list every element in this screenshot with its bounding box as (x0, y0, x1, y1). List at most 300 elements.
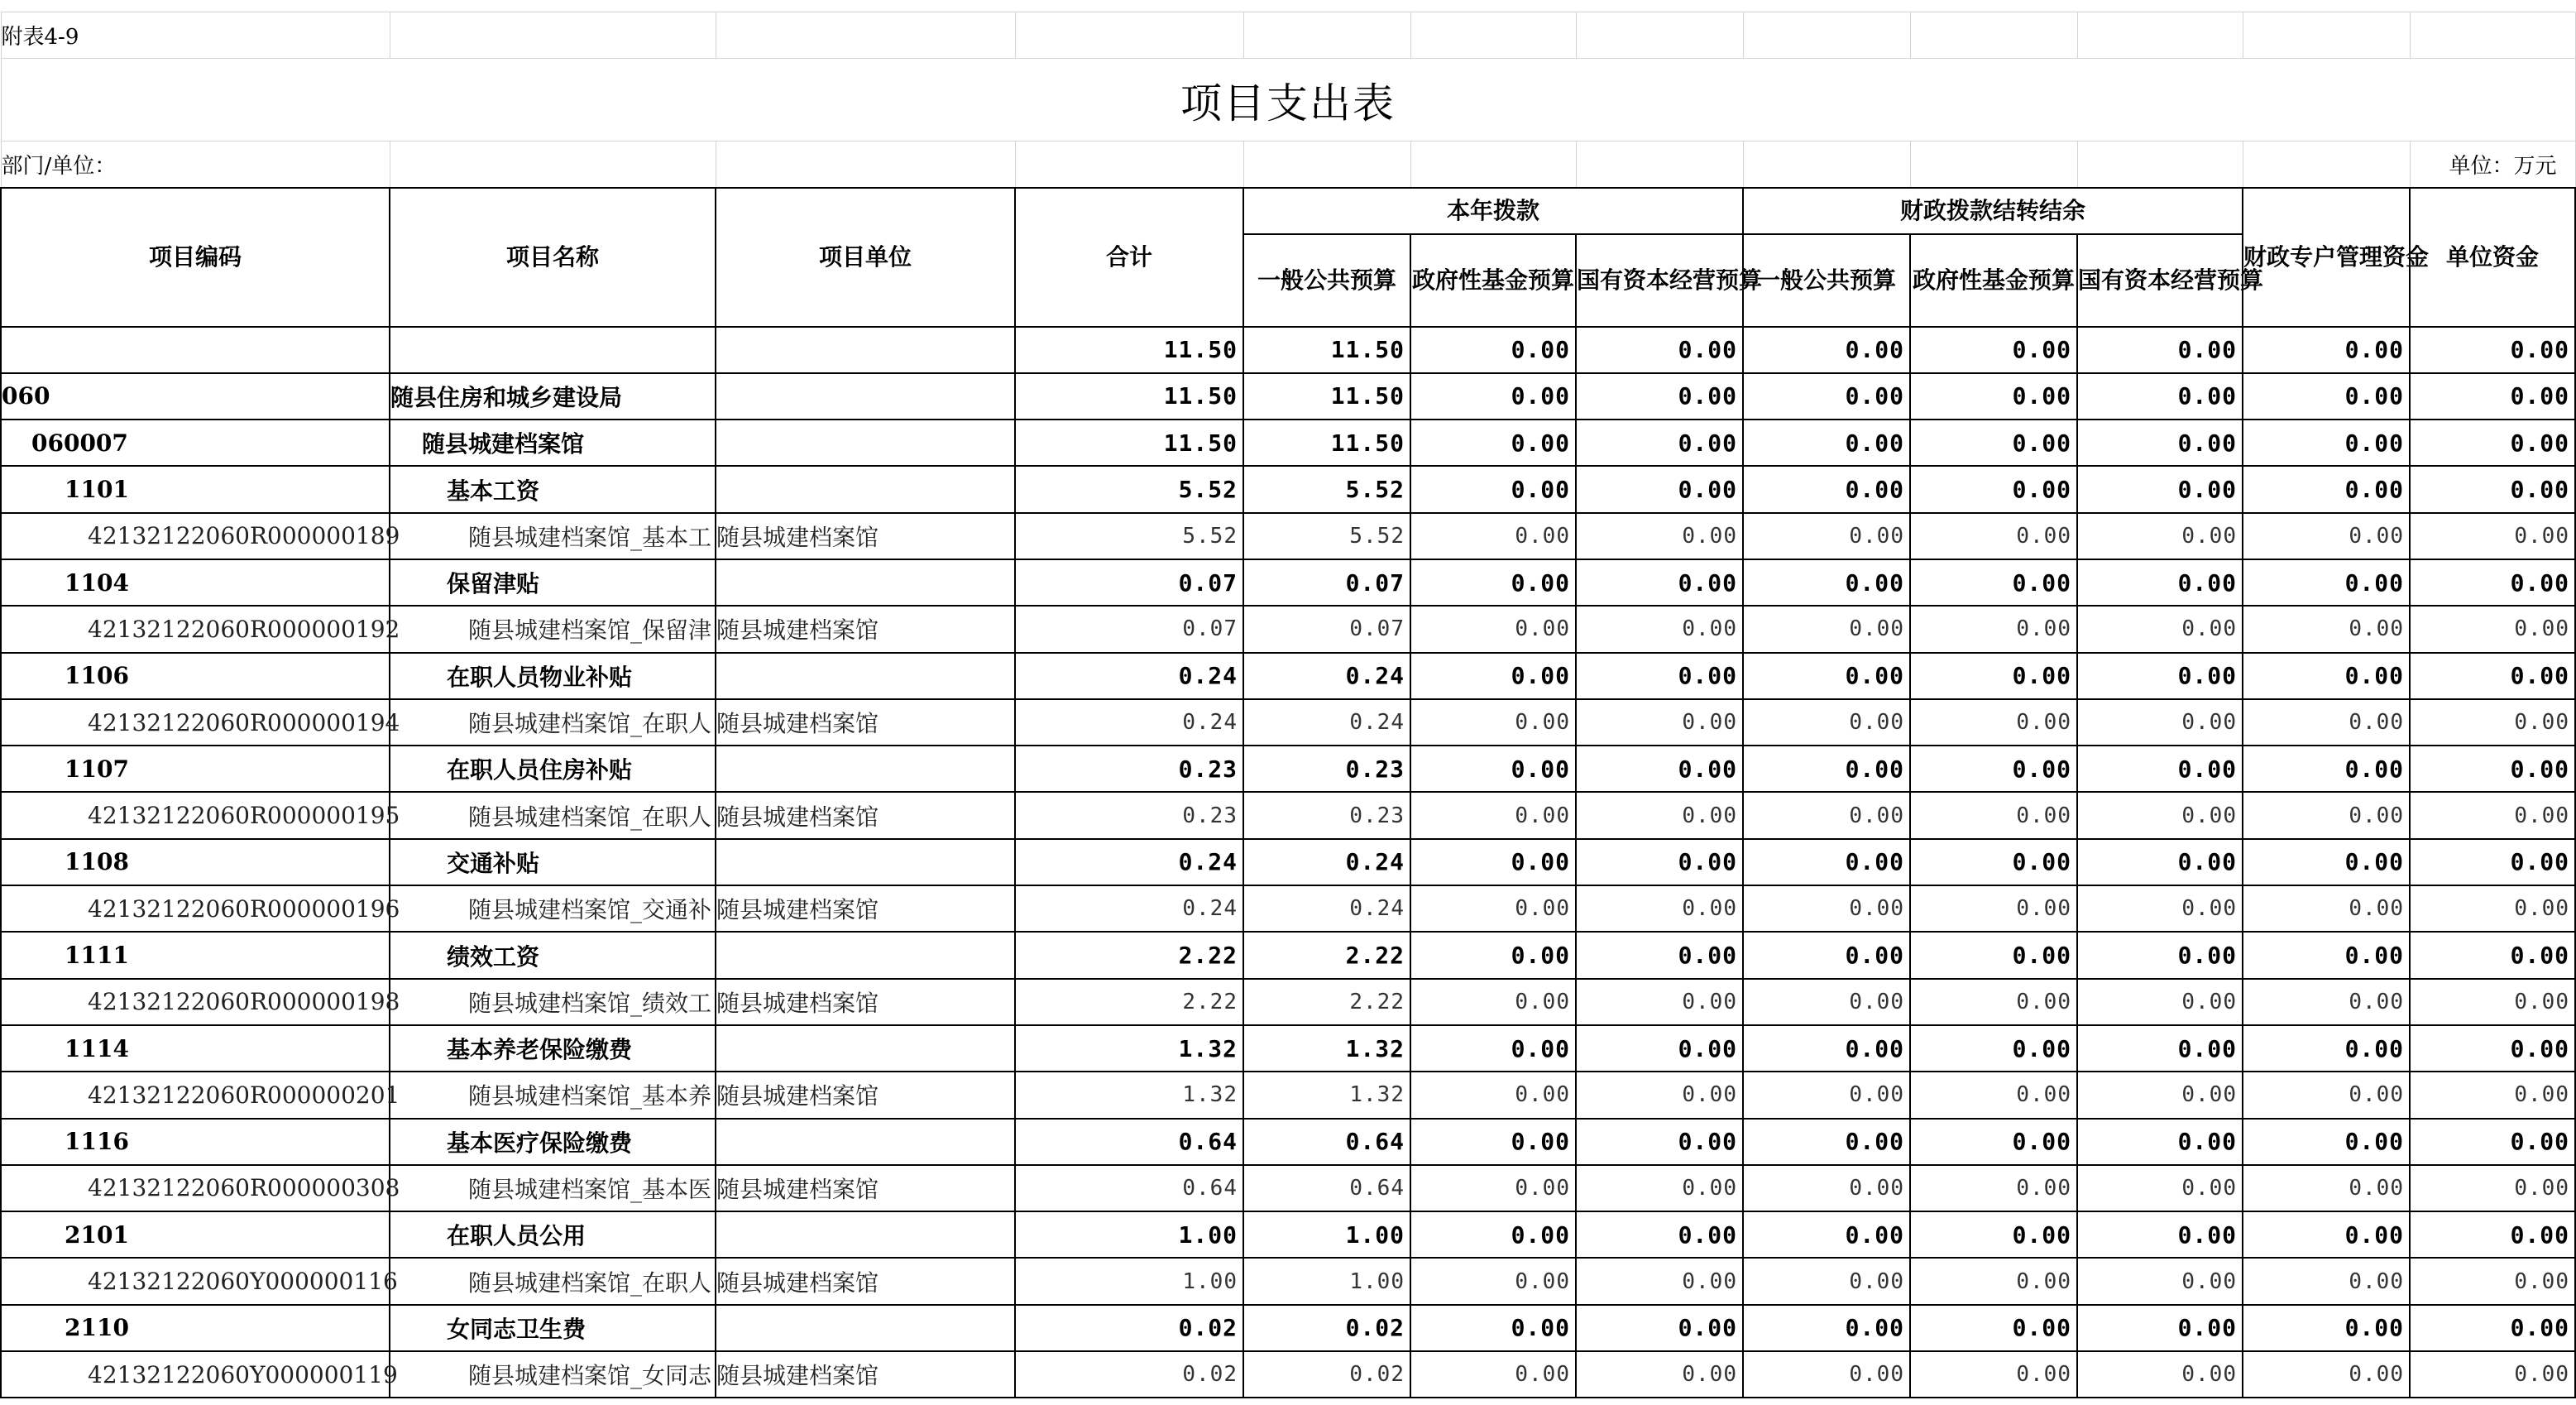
cell-amount[interactable]: 0.00 (2410, 1025, 2575, 1072)
cell-unit[interactable] (716, 559, 1015, 606)
cell-amount[interactable]: 0.00 (2410, 979, 2575, 1025)
cell-amount[interactable]: 0.64 (1243, 1165, 1410, 1211)
cell-total[interactable]: 0.23 (1015, 792, 1243, 838)
cell-amount[interactable]: 0.00 (2243, 792, 2410, 838)
header-carry-state-capital[interactable]: 国有资本经营预算 (2077, 234, 2243, 327)
cell-code[interactable]: 42132122060R000000189 (1, 513, 390, 559)
cell-name[interactable]: 绩效工资 (390, 932, 716, 978)
cell-total[interactable]: 0.02 (1015, 1351, 1243, 1398)
cell-name[interactable]: 随县城建档案馆_保留津 (390, 606, 716, 652)
cell-amount[interactable]: 1.32 (1243, 1072, 1410, 1118)
cell-amount[interactable]: 0.00 (1410, 420, 1576, 466)
cell-amount[interactable]: 0.00 (1910, 1305, 2077, 1351)
cell-amount[interactable]: 0.00 (2243, 1119, 2410, 1165)
cell-name[interactable]: 交通补贴 (390, 839, 716, 885)
cell-unit[interactable] (716, 653, 1015, 699)
cell-amount[interactable]: 0.00 (2243, 466, 2410, 512)
cell-amount[interactable]: 0.00 (1743, 606, 1910, 652)
cell-unit[interactable] (716, 746, 1015, 792)
cell-amount[interactable]: 0.00 (1910, 1072, 2077, 1118)
cell-amount[interactable]: 0.23 (1243, 792, 1410, 838)
cell-amount[interactable]: 0.00 (1743, 1305, 1910, 1351)
cell-amount[interactable]: 0.00 (1576, 1119, 1743, 1165)
cell[interactable] (2410, 12, 2575, 59)
cell-amount[interactable]: 0.00 (1410, 1305, 1576, 1351)
cell-amount[interactable]: 0.00 (2243, 1351, 2410, 1398)
header-special-account[interactable]: 财政专户管理资金 (2243, 188, 2410, 327)
cell-total[interactable]: 11.50 (1015, 373, 1243, 420)
cell-amount[interactable]: 0.00 (1910, 606, 2077, 652)
cell-total[interactable]: 11.50 (1015, 327, 1243, 373)
cell[interactable] (1910, 141, 2077, 188)
cell-name[interactable]: 随县城建档案馆_女同志 (390, 1351, 716, 1398)
cell-amount[interactable]: 0.00 (2410, 1072, 2575, 1118)
cell-amount[interactable]: 0.00 (2410, 420, 2575, 466)
cell-amount[interactable]: 0.00 (1576, 979, 1743, 1025)
cell-amount[interactable]: 0.00 (1743, 932, 1910, 978)
cell-code[interactable]: 060007 (1, 420, 390, 466)
cell-amount[interactable]: 0.00 (2077, 327, 2243, 373)
cell-amount[interactable]: 0.00 (1410, 1351, 1576, 1398)
cell-code[interactable]: 1107 (1, 746, 390, 792)
cell-amount[interactable]: 0.00 (1910, 1165, 2077, 1211)
cell-amount[interactable]: 0.00 (1576, 746, 1743, 792)
cell-unit[interactable]: 随县城建档案馆 (716, 699, 1015, 746)
cell-unit[interactable]: 随县城建档案馆 (716, 513, 1015, 559)
cell[interactable] (1743, 141, 1910, 188)
cell-amount[interactable]: 0.00 (1910, 839, 2077, 885)
cell-amount[interactable]: 0.00 (1410, 932, 1576, 978)
cell-amount[interactable]: 0.00 (1576, 1351, 1743, 1398)
cell-code[interactable]: 1104 (1, 559, 390, 606)
cell-amount[interactable]: 0.00 (2410, 1351, 2575, 1398)
cell-amount[interactable]: 0.00 (2243, 559, 2410, 606)
annex-label[interactable]: 附表4-9 (1, 12, 390, 59)
cell-amount[interactable]: 0.00 (2243, 1211, 2410, 1258)
cell-amount[interactable]: 0.00 (2410, 885, 2575, 932)
cell-code[interactable]: 1116 (1, 1119, 390, 1165)
cell-amount[interactable]: 0.00 (1743, 513, 1910, 559)
cell-unit[interactable] (716, 1119, 1015, 1165)
cell-code[interactable]: 42132122060R000000196 (1, 885, 390, 932)
cell-amount[interactable]: 0.00 (1576, 1211, 1743, 1258)
cell-amount[interactable]: 0.00 (1910, 932, 2077, 978)
cell-amount[interactable]: 0.00 (1410, 699, 1576, 746)
cell-amount[interactable]: 0.00 (1576, 1258, 1743, 1304)
cell-code[interactable]: 42132122060Y000000116 (1, 1258, 390, 1304)
cell-amount[interactable]: 0.00 (1410, 746, 1576, 792)
cell-unit[interactable] (716, 373, 1015, 420)
cell-name[interactable]: 随县城建档案馆_交通补 (390, 885, 716, 932)
cell-total[interactable]: 0.07 (1015, 559, 1243, 606)
cell-amount[interactable]: 0.00 (2410, 373, 2575, 420)
cell[interactable] (1576, 141, 1743, 188)
cell[interactable] (2077, 141, 2243, 188)
cell-name[interactable] (390, 327, 716, 373)
header-general-budget[interactable]: 一般公共预算 (1243, 234, 1410, 327)
cell[interactable] (1410, 141, 1576, 188)
cell-amount[interactable]: 0.00 (2410, 1305, 2575, 1351)
header-unit[interactable]: 项目单位 (716, 188, 1015, 327)
cell-amount[interactable]: 0.00 (2077, 466, 2243, 512)
cell-amount[interactable]: 0.00 (1910, 1351, 2077, 1398)
cell-amount[interactable]: 0.00 (2077, 653, 2243, 699)
cell-amount[interactable]: 0.00 (1576, 327, 1743, 373)
cell[interactable] (1243, 12, 1410, 59)
cell-amount[interactable]: 0.00 (1576, 1305, 1743, 1351)
cell-amount[interactable]: 0.00 (2243, 1305, 2410, 1351)
cell[interactable] (1743, 12, 1910, 59)
cell-amount[interactable]: 0.00 (2077, 979, 2243, 1025)
cell-amount[interactable]: 0.00 (1910, 373, 2077, 420)
cell-amount[interactable]: 0.00 (2077, 420, 2243, 466)
cell-amount[interactable]: 0.00 (2410, 1119, 2575, 1165)
cell[interactable] (2077, 12, 2243, 59)
cell-total[interactable]: 0.24 (1015, 885, 1243, 932)
cell-amount[interactable]: 0.00 (2077, 792, 2243, 838)
cell-unit[interactable]: 随县城建档案馆 (716, 1072, 1015, 1118)
cell-amount[interactable]: 0.00 (1743, 1072, 1910, 1118)
cell-amount[interactable]: 0.00 (1743, 1165, 1910, 1211)
cell-amount[interactable]: 0.00 (2243, 699, 2410, 746)
cell-amount[interactable]: 0.00 (2410, 513, 2575, 559)
cell-total[interactable]: 0.07 (1015, 606, 1243, 652)
cell-code[interactable]: 060 (1, 373, 390, 420)
cell-amount[interactable]: 0.00 (1910, 885, 2077, 932)
cell-amount[interactable]: 0.00 (1743, 792, 1910, 838)
cell-name[interactable]: 随县城建档案馆_在职人 (390, 792, 716, 838)
cell-amount[interactable]: 0.00 (2410, 699, 2575, 746)
cell-amount[interactable]: 0.00 (2243, 373, 2410, 420)
cell[interactable] (2243, 141, 2410, 188)
header-code[interactable]: 项目编码 (1, 188, 390, 327)
cell-amount[interactable]: 5.52 (1243, 513, 1410, 559)
header-gov-fund[interactable]: 政府性基金预算 (1410, 234, 1576, 327)
cell-amount[interactable]: 0.00 (1743, 839, 1910, 885)
cell-unit[interactable] (716, 1211, 1015, 1258)
cell-total[interactable]: 0.64 (1015, 1165, 1243, 1211)
header-state-capital[interactable]: 国有资本经营预算 (1576, 234, 1743, 327)
cell-code[interactable]: 42132122060R000000308 (1, 1165, 390, 1211)
cell[interactable] (2243, 12, 2410, 59)
cell-unit[interactable]: 随县城建档案馆 (716, 792, 1015, 838)
cell-amount[interactable]: 0.00 (2243, 327, 2410, 373)
cell-amount[interactable]: 0.00 (2077, 1025, 2243, 1072)
cell-amount[interactable]: 0.00 (2077, 606, 2243, 652)
dept-label[interactable]: 部门/单位： (1, 141, 390, 188)
cell[interactable] (716, 12, 1015, 59)
cell-name[interactable]: 随县城建档案馆_基本养 (390, 1072, 716, 1118)
cell-name[interactable]: 随县城建档案馆 (390, 420, 716, 466)
cell-amount[interactable]: 0.00 (1410, 513, 1576, 559)
cell-unit[interactable] (716, 1025, 1015, 1072)
cell-amount[interactable]: 0.00 (2243, 606, 2410, 652)
cell-amount[interactable]: 0.00 (1743, 466, 1910, 512)
cell-amount[interactable]: 0.00 (1910, 792, 2077, 838)
cell-amount[interactable]: 0.00 (1576, 699, 1743, 746)
cell-amount[interactable]: 11.50 (1243, 420, 1410, 466)
cell-amount[interactable]: 1.00 (1243, 1258, 1410, 1304)
cell-amount[interactable]: 0.00 (1910, 1025, 2077, 1072)
cell-unit[interactable]: 随县城建档案馆 (716, 885, 1015, 932)
cell-amount[interactable]: 0.00 (1910, 559, 2077, 606)
cell-amount[interactable]: 0.00 (1410, 1258, 1576, 1304)
cell-amount[interactable]: 0.00 (2410, 1211, 2575, 1258)
cell[interactable] (716, 141, 1015, 188)
cell-amount[interactable]: 0.00 (1576, 559, 1743, 606)
cell-unit[interactable] (716, 420, 1015, 466)
cell-unit[interactable] (716, 1305, 1015, 1351)
cell-name[interactable]: 基本工资 (390, 466, 716, 512)
cell-name[interactable]: 在职人员住房补贴 (390, 746, 716, 792)
cell-amount[interactable]: 0.00 (2077, 1258, 2243, 1304)
cell-amount[interactable]: 0.00 (2410, 746, 2575, 792)
cell-amount[interactable]: 1.00 (1243, 1211, 1410, 1258)
cell-amount[interactable]: 0.07 (1243, 606, 1410, 652)
cell-amount[interactable]: 0.00 (2077, 513, 2243, 559)
cell-unit[interactable] (716, 932, 1015, 978)
cell-amount[interactable]: 0.00 (2077, 885, 2243, 932)
cell-amount[interactable]: 0.64 (1243, 1119, 1410, 1165)
cell-amount[interactable]: 0.00 (1576, 885, 1743, 932)
cell-amount[interactable]: 0.00 (1743, 327, 1910, 373)
cell-total[interactable]: 11.50 (1015, 420, 1243, 466)
cell-amount[interactable]: 0.00 (2077, 746, 2243, 792)
cell-total[interactable]: 1.32 (1015, 1072, 1243, 1118)
header-group-current[interactable]: 本年拨款 (1243, 188, 1743, 234)
cell-amount[interactable]: 0.24 (1243, 839, 1410, 885)
header-total[interactable]: 合计 (1015, 188, 1243, 327)
cell-amount[interactable]: 0.00 (1576, 420, 1743, 466)
cell-amount[interactable]: 0.00 (2077, 1211, 2243, 1258)
cell-unit[interactable] (716, 327, 1015, 373)
cell-amount[interactable]: 0.00 (1743, 699, 1910, 746)
cell-amount[interactable]: 0.00 (1910, 699, 2077, 746)
cell-amount[interactable]: 0.00 (1576, 373, 1743, 420)
cell-amount[interactable]: 0.00 (1410, 373, 1576, 420)
cell-code[interactable]: 2110 (1, 1305, 390, 1351)
cell[interactable] (1910, 12, 2077, 59)
cell-code[interactable]: 1106 (1, 653, 390, 699)
cell-amount[interactable]: 2.22 (1243, 979, 1410, 1025)
header-carry-gov-fund[interactable]: 政府性基金预算 (1910, 234, 2077, 327)
cell-name[interactable]: 在职人员公用 (390, 1211, 716, 1258)
cell-amount[interactable]: 0.00 (2243, 885, 2410, 932)
cell-code[interactable]: 1114 (1, 1025, 390, 1072)
cell-amount[interactable]: 0.07 (1243, 559, 1410, 606)
cell-amount[interactable]: 0.00 (1743, 559, 1910, 606)
cell-amount[interactable]: 0.00 (1576, 653, 1743, 699)
cell-amount[interactable]: 0.00 (1743, 373, 1910, 420)
cell-name[interactable]: 随县住房和城乡建设局 (390, 373, 716, 420)
cell-code[interactable] (1, 327, 390, 373)
cell-amount[interactable]: 0.00 (2243, 1258, 2410, 1304)
cell-amount[interactable]: 0.00 (1910, 746, 2077, 792)
cell-amount[interactable]: 0.00 (1410, 559, 1576, 606)
header-name[interactable]: 项目名称 (390, 188, 716, 327)
cell-amount[interactable]: 0.00 (1410, 979, 1576, 1025)
cell-amount[interactable]: 0.00 (1410, 885, 1576, 932)
cell-amount[interactable]: 0.00 (1910, 653, 2077, 699)
cell-amount[interactable]: 0.00 (1410, 466, 1576, 512)
cell-amount[interactable]: 0.00 (1910, 979, 2077, 1025)
cell-name[interactable]: 随县城建档案馆_绩效工 (390, 979, 716, 1025)
cell-amount[interactable]: 0.00 (2243, 839, 2410, 885)
cell-amount[interactable]: 0.00 (2077, 699, 2243, 746)
cell-amount[interactable]: 0.00 (1410, 1165, 1576, 1211)
cell-code[interactable]: 42132122060R000000195 (1, 792, 390, 838)
cell-total[interactable]: 0.23 (1015, 746, 1243, 792)
cell-amount[interactable]: 0.00 (2410, 1165, 2575, 1211)
cell-amount[interactable]: 0.00 (1576, 1072, 1743, 1118)
cell-amount[interactable]: 0.00 (1743, 1025, 1910, 1072)
cell-amount[interactable]: 0.00 (1410, 1025, 1576, 1072)
cell-amount[interactable]: 0.24 (1243, 653, 1410, 699)
cell-name[interactable]: 在职人员物业补贴 (390, 653, 716, 699)
cell[interactable] (1410, 12, 1576, 59)
cell-amount[interactable]: 0.00 (1576, 606, 1743, 652)
cell-unit[interactable] (716, 466, 1015, 512)
cell[interactable] (1243, 141, 1410, 188)
cell-total[interactable]: 0.02 (1015, 1305, 1243, 1351)
cell-amount[interactable]: 0.00 (2077, 1305, 2243, 1351)
cell-amount[interactable]: 0.24 (1243, 885, 1410, 932)
cell-amount[interactable]: 0.00 (1410, 327, 1576, 373)
cell-amount[interactable]: 0.00 (2410, 466, 2575, 512)
cell-amount[interactable]: 0.00 (1576, 932, 1743, 978)
cell-amount[interactable]: 0.00 (2077, 1351, 2243, 1398)
cell-amount[interactable]: 0.00 (1743, 420, 1910, 466)
cell-amount[interactable]: 0.00 (1576, 513, 1743, 559)
cell-code[interactable]: 42132122060R000000201 (1, 1072, 390, 1118)
cell-name[interactable]: 基本医疗保险缴费 (390, 1119, 716, 1165)
cell-unit[interactable]: 随县城建档案馆 (716, 1351, 1015, 1398)
cell-total[interactable]: 1.00 (1015, 1258, 1243, 1304)
cell-amount[interactable]: 0.00 (1910, 420, 2077, 466)
cell[interactable] (390, 12, 716, 59)
cell-amount[interactable]: 0.00 (2243, 746, 2410, 792)
cell-amount[interactable]: 0.00 (1410, 792, 1576, 838)
cell-code[interactable]: 42132122060Y000000119 (1, 1351, 390, 1398)
cell-unit[interactable] (716, 839, 1015, 885)
cell-amount[interactable]: 0.00 (1743, 653, 1910, 699)
cell-code[interactable]: 42132122060R000000194 (1, 699, 390, 746)
cell-name[interactable]: 随县城建档案馆_基本医 (390, 1165, 716, 1211)
cell-amount[interactable]: 0.00 (2077, 932, 2243, 978)
cell-amount[interactable]: 0.00 (2243, 513, 2410, 559)
page-title[interactable]: 项目支出表 (1, 59, 2575, 141)
cell-amount[interactable]: 0.00 (1743, 885, 1910, 932)
cell-amount[interactable]: 0.00 (1910, 327, 2077, 373)
cell-amount[interactable]: 0.00 (1910, 466, 2077, 512)
cell-amount[interactable]: 0.00 (2410, 839, 2575, 885)
cell-amount[interactable]: 0.00 (1910, 1211, 2077, 1258)
cell-amount[interactable]: 0.00 (2243, 653, 2410, 699)
cell-amount[interactable]: 0.00 (2077, 1165, 2243, 1211)
cell-amount[interactable]: 1.32 (1243, 1025, 1410, 1072)
cell-amount[interactable]: 2.22 (1243, 932, 1410, 978)
cell-amount[interactable]: 0.00 (1576, 1025, 1743, 1072)
cell-total[interactable]: 1.32 (1015, 1025, 1243, 1072)
cell-code[interactable]: 42132122060R000000192 (1, 606, 390, 652)
unit-label[interactable]: 单位：万元 (2410, 141, 2575, 188)
cell-amount[interactable]: 0.00 (1743, 979, 1910, 1025)
cell-amount[interactable]: 0.00 (2077, 373, 2243, 420)
cell-amount[interactable]: 0.00 (1910, 1258, 2077, 1304)
cell[interactable] (1015, 141, 1243, 188)
cell-name[interactable]: 基本养老保险缴费 (390, 1025, 716, 1072)
cell-unit[interactable]: 随县城建档案馆 (716, 1165, 1015, 1211)
cell-amount[interactable]: 0.00 (2243, 1165, 2410, 1211)
cell[interactable] (1576, 12, 1743, 59)
cell-amount[interactable]: 0.00 (1743, 746, 1910, 792)
cell-total[interactable]: 5.52 (1015, 466, 1243, 512)
cell-amount[interactable]: 0.00 (1576, 839, 1743, 885)
cell-amount[interactable]: 5.52 (1243, 466, 1410, 512)
cell-name[interactable]: 随县城建档案馆_在职人 (390, 699, 716, 746)
cell-name[interactable]: 随县城建档案馆_基本工 (390, 513, 716, 559)
cell-amount[interactable]: 0.00 (2410, 932, 2575, 978)
header-group-carry[interactable]: 财政拨款结转结余 (1743, 188, 2243, 234)
cell-code[interactable]: 1108 (1, 839, 390, 885)
cell-total[interactable]: 0.24 (1015, 839, 1243, 885)
cell-amount[interactable]: 0.00 (1743, 1351, 1910, 1398)
cell-amount[interactable]: 0.00 (2243, 1072, 2410, 1118)
cell-amount[interactable]: 0.00 (2243, 1025, 2410, 1072)
cell-name[interactable]: 随县城建档案馆_在职人 (390, 1258, 716, 1304)
cell-total[interactable]: 2.22 (1015, 979, 1243, 1025)
cell-amount[interactable]: 0.00 (1410, 606, 1576, 652)
cell-amount[interactable]: 0.00 (2077, 1119, 2243, 1165)
cell-unit[interactable]: 随县城建档案馆 (716, 1258, 1015, 1304)
cell-name[interactable]: 保留津贴 (390, 559, 716, 606)
cell-amount[interactable]: 0.02 (1243, 1351, 1410, 1398)
cell-code[interactable]: 1101 (1, 466, 390, 512)
cell-amount[interactable]: 0.00 (1743, 1211, 1910, 1258)
cell-amount[interactable]: 0.00 (2410, 653, 2575, 699)
cell-amount[interactable]: 0.00 (1576, 466, 1743, 512)
header-unit-funds[interactable]: 单位资金 (2410, 188, 2575, 327)
cell-unit[interactable]: 随县城建档案馆 (716, 979, 1015, 1025)
cell-amount[interactable]: 0.23 (1243, 746, 1410, 792)
cell-amount[interactable]: 0.00 (1576, 792, 1743, 838)
cell-amount[interactable]: 0.00 (1743, 1258, 1910, 1304)
cell-amount[interactable]: 0.00 (1410, 839, 1576, 885)
cell-amount[interactable]: 0.00 (2410, 792, 2575, 838)
cell-amount[interactable]: 0.24 (1243, 699, 1410, 746)
cell-amount[interactable]: 0.00 (1743, 1119, 1910, 1165)
cell-amount[interactable]: 11.50 (1243, 373, 1410, 420)
cell-total[interactable]: 0.24 (1015, 653, 1243, 699)
cell-amount[interactable]: 0.02 (1243, 1305, 1410, 1351)
cell-unit[interactable]: 随县城建档案馆 (716, 606, 1015, 652)
cell-amount[interactable]: 0.00 (1410, 1119, 1576, 1165)
cell-amount[interactable]: 0.00 (1410, 653, 1576, 699)
cell-amount[interactable]: 0.00 (2410, 559, 2575, 606)
cell-amount[interactable]: 11.50 (1243, 327, 1410, 373)
cell-amount[interactable]: 0.00 (2410, 327, 2575, 373)
cell-code[interactable]: 2101 (1, 1211, 390, 1258)
cell-code[interactable]: 1111 (1, 932, 390, 978)
cell-total[interactable]: 2.22 (1015, 932, 1243, 978)
cell-amount[interactable]: 0.00 (2243, 420, 2410, 466)
cell-amount[interactable]: 0.00 (2077, 1072, 2243, 1118)
cell-code[interactable]: 42132122060R000000198 (1, 979, 390, 1025)
cell-total[interactable]: 0.64 (1015, 1119, 1243, 1165)
cell-total[interactable]: 0.24 (1015, 699, 1243, 746)
header-carry-general[interactable]: 一般公共预算 (1743, 234, 1910, 327)
cell-amount[interactable]: 0.00 (2243, 979, 2410, 1025)
